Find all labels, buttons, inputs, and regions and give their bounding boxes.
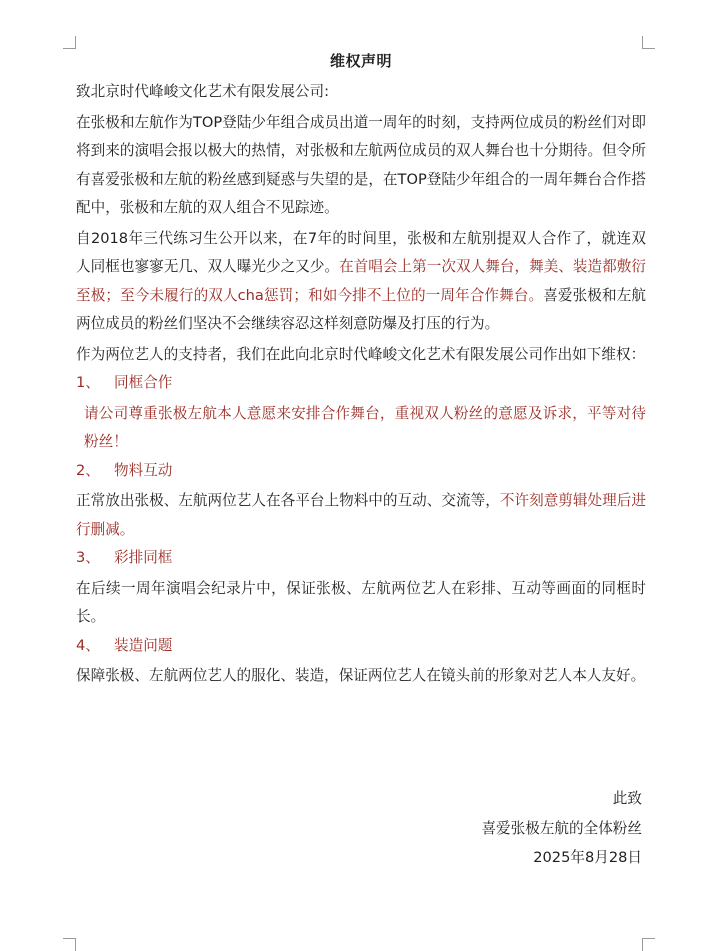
demand-number: 2、 <box>76 461 100 479</box>
closing: 此致 <box>612 790 642 807</box>
demand-highlight: 不许刻意剪辑处理后进行删减。 <box>76 492 646 538</box>
document-body <box>76 48 646 691</box>
document-title: 维权声明 <box>329 52 392 70</box>
crop-mark-bottom-left <box>63 938 76 951</box>
crop-mark-bottom-right <box>642 938 655 951</box>
demand-body-4: 保障张极、左航两位艺人的服化、装造，保证两位艺人在镜头前的形象对艺人本人友好。 <box>76 667 646 684</box>
salutation: 致北京时代峰峻文化艺术有限发展公司: <box>76 83 330 100</box>
demand-body-2 <box>76 487 646 544</box>
demand-number: 1、 <box>76 374 100 391</box>
signature: 喜爱张极左航的全体粉丝 <box>481 820 642 837</box>
history-highlight: 在首唱会上第一次双人舞台，舞美、装造都敷衍至极；至今未履行的双人cha惩罚；和如今排不上位的一周年合作舞台。 <box>76 258 646 304</box>
demand-title: 装造问题 <box>114 636 173 654</box>
demand-title: 物料互动 <box>114 461 173 479</box>
demand-body-1: 请公司尊重张极左航本人意愿来安排合作舞台，重视双人粉丝的意愿及诉求，平等对待粉丝！ <box>84 404 646 450</box>
date: 2025年8月28日 <box>533 849 642 866</box>
demand-heading-1 <box>76 369 646 398</box>
crop-mark-top-left <box>63 36 76 49</box>
paragraph-history <box>76 225 646 339</box>
demand-heading-4 <box>76 632 646 661</box>
demand-title: 同框合作 <box>114 374 173 391</box>
history-tail: 喜爱张极和左航两位成员的粉丝们坚决不会继续容忍这样刻意防爆及打压的行为。 <box>76 286 646 332</box>
demand-title: 彩排同框 <box>114 549 173 566</box>
history-text: 自2018年三代练习生公开以来，在7年的时间里，张极和左航别提双人合作了，就连双人同框也寥寥无几、双人曝光少之又少。 <box>76 229 646 275</box>
paragraph-demands-intro: 作为两位艺人的支持者，我们在此向北京时代峰峻文化艺术有限发展公司作出如下维权： <box>76 345 646 363</box>
demand-heading-3 <box>76 544 646 573</box>
demand-heading-2 <box>76 457 646 486</box>
paragraph-background: 在张极和左航作为TOP登陆少年组合成员出道一周年的时刻，支持两位成员的粉丝们对即将到来的演唱会报以极大的热情，对张极和左航两位成员的双人舞台也十分期待。但令所有喜爱张极和左航的粉丝感到疑惑与失望的是，在TOP登陆少年组合的一周年舞台合作搭配中，张极和左航的双人组合不见踪迹。 <box>76 113 646 216</box>
demand-text: 正常放出张极、左航两位艺人在各平台上物料中的互动、交流等， <box>76 492 500 509</box>
demand-body-3: 在后续一周年演唱会纪录片中，保证张极、左航两位艺人在彩排、互动等画面的同框时长。 <box>76 579 646 625</box>
demand-number: 3、 <box>76 549 100 566</box>
demand-number: 4、 <box>76 636 100 654</box>
